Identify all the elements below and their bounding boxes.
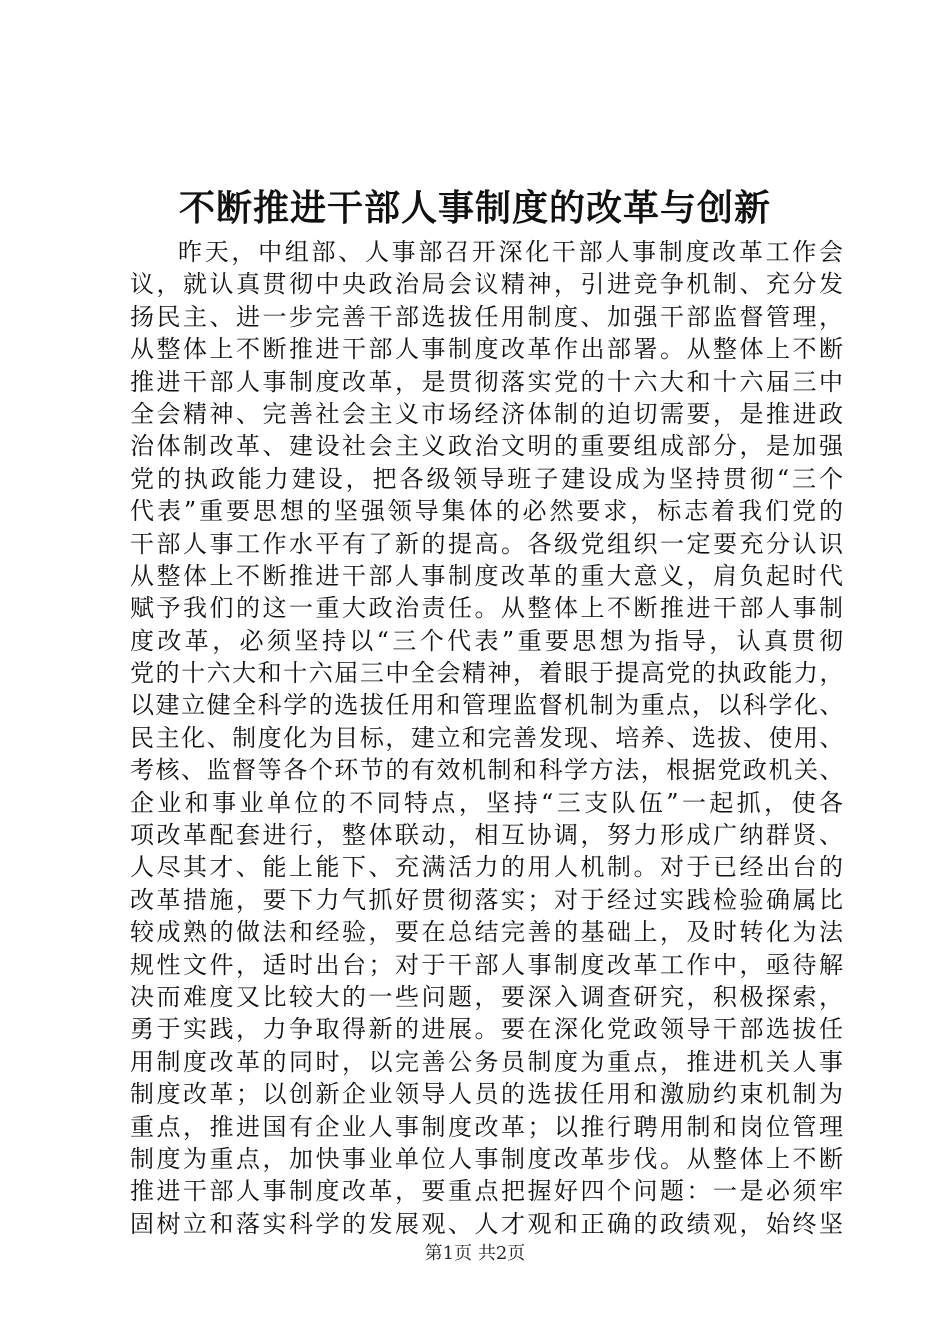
body-line: 勇于实践，力争取得新的进展。要在深化党政领导干部选拔任 [130, 1015, 845, 1044]
body-line: 较成熟的做法和经验，要在总结完善的基础上，及时转化为法 [130, 918, 845, 947]
body-line: 决而难度又比较大的一些问题，要深入调查研究，积极探索， [130, 982, 845, 1011]
document-title: 不断推进干部人事制度的改革与创新 [178, 187, 771, 229]
body-line: 民主化、制度化为目标，建立和完善发现、培养、选拔、使用、 [130, 723, 845, 752]
body-line: 制度改革；以创新企业领导人员的选拔任用和激励约束机制为 [130, 1080, 845, 1109]
body-line: 全会精神、完善社会主义市场经济体制的迫切需要，是推进政 [130, 399, 845, 428]
body-line: 扬民主、进一步完善干部选拔任用制度、加强干部监督管理， [130, 302, 845, 331]
body-line: 推进干部人事制度改革，要重点把握好四个问题：一是必须牢 [130, 1177, 845, 1206]
page-number-footer: 第1页 共2页 [424, 1243, 526, 1264]
body-line: 固树立和落实科学的发展观、人才观和正确的政绩观，始终坚 [130, 1209, 845, 1238]
body-line: 从整体上不断推进干部人事制度改革作出部署。从整体上不断 [130, 335, 845, 364]
body-line: 规性文件，适时出台；对于干部人事制度改革工作中，亟待解 [130, 950, 845, 979]
body-line: 制度为重点，加快事业单位人事制度改革步伐。从整体上不断 [130, 1144, 845, 1173]
body-line: 重点，推进国有企业人事制度改革；以推行聘用制和岗位管理 [130, 1112, 845, 1141]
body-line: 改革措施，要下力气抓好贯彻落实；对于经过实践检验确属比 [130, 885, 845, 914]
body-line: 代表”重要思想的坚强领导集体的必然要求，标志着我们党的 [130, 497, 845, 526]
body-line: 昨天，中组部、人事部召开深化干部人事制度改革工作会 [178, 238, 845, 266]
body-line: 人尽其才、能上能下、充满活力的用人机制。对于已经出台的 [130, 853, 845, 882]
body-line: 从整体上不断推进干部人事制度改革的重大意义，肩负起时代 [130, 561, 845, 590]
body-line: 党的执政能力建设，把各级领导班子建设成为坚持贯彻“三个 [130, 464, 845, 493]
body-line: 项改革配套进行，整体联动，相互协调，努力形成广纳群贤、 [130, 821, 845, 850]
body-line: 度改革，必须坚持以“三个代表”重要思想为指导，认真贯彻 [130, 626, 845, 655]
body-line: 用制度改革的同时，以完善公务员制度为重点，推进机关人事 [130, 1047, 845, 1076]
body-line: 推进干部人事制度改革，是贯彻落实党的十六大和十六届三中 [130, 367, 845, 396]
body-line: 赋予我们的这一重大政治责任。从整体上不断推进干部人事制 [130, 594, 845, 623]
body-line: 议，就认真贯彻中央政治局会议精神，引进竞争机制、充分发 [130, 270, 845, 299]
body-line: 党的十六大和十六届三中全会精神，着眼于提高党的执政能力， [130, 659, 845, 688]
body-line: 干部人事工作水平有了新的提高。各级党组织一定要充分认识 [130, 529, 845, 558]
body-line: 考核、监督等各个环节的有效机制和科学方法，根据党政机关、 [130, 756, 845, 785]
document-body [130, 236, 845, 1240]
body-line: 以建立健全科学的选拔任用和管理监督机制为重点，以科学化、 [130, 691, 845, 720]
body-line: 企业和事业单位的不同特点，坚持“三支队伍”一起抓，使各 [130, 788, 845, 817]
body-line: 治体制改革、建设社会主义政治文明的重要组成部分，是加强 [130, 432, 845, 461]
